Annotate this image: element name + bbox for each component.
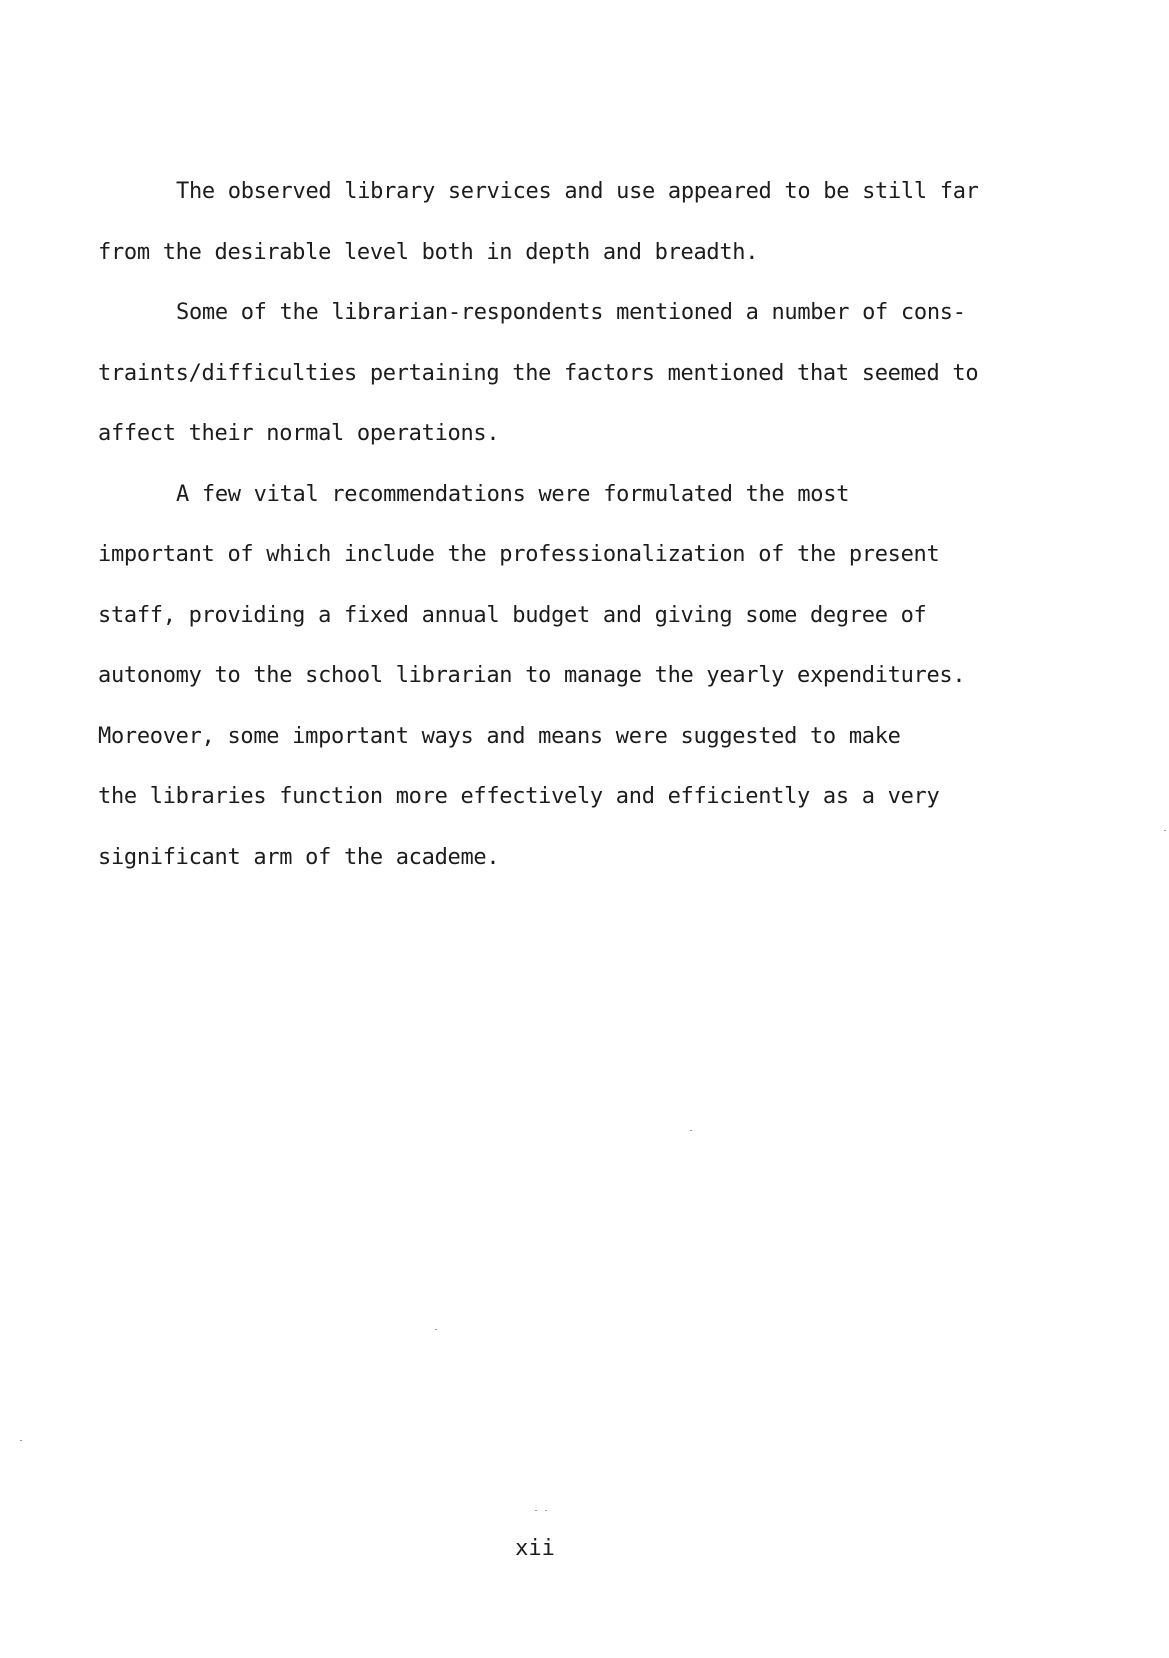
text-line: Some of the librarian-respondents mentioned a number of cons-	[176, 300, 966, 325]
text-line: Moreover, some important ways and means were suggested to make	[98, 723, 901, 749]
scan-speck	[1164, 830, 1166, 831]
text-line: the libraries function more effectively and efficiently as a very	[98, 784, 940, 809]
text-line: A few vital recommendations were formulated the most	[176, 481, 850, 507]
abstract-body	[98, 162, 998, 888]
text-line: The observed library services and use appeared to be still far	[176, 179, 979, 204]
text-line: autonomy to the school librarian to manage the yearly expenditures.	[98, 663, 966, 688]
text-line: important of which include the professionalization of the present	[98, 542, 940, 567]
text-line: from the desirable level both in depth and breadth.	[98, 239, 759, 265]
scan-speck	[545, 1510, 547, 1511]
text-line: significant arm of the academe.	[98, 844, 500, 870]
scan-speck	[20, 1440, 22, 1441]
text-line: staff, providing a fixed annual budget and giving some degree of	[98, 602, 927, 628]
text-line: traints/difficulties pertaining the factors mentioned that seemed to	[98, 360, 979, 386]
scan-speck	[535, 1510, 537, 1511]
text-line: affect their normal operations.	[98, 421, 500, 446]
scan-speck	[690, 1130, 692, 1131]
page-number: xii	[515, 1536, 555, 1561]
scan-speck	[435, 1329, 437, 1330]
